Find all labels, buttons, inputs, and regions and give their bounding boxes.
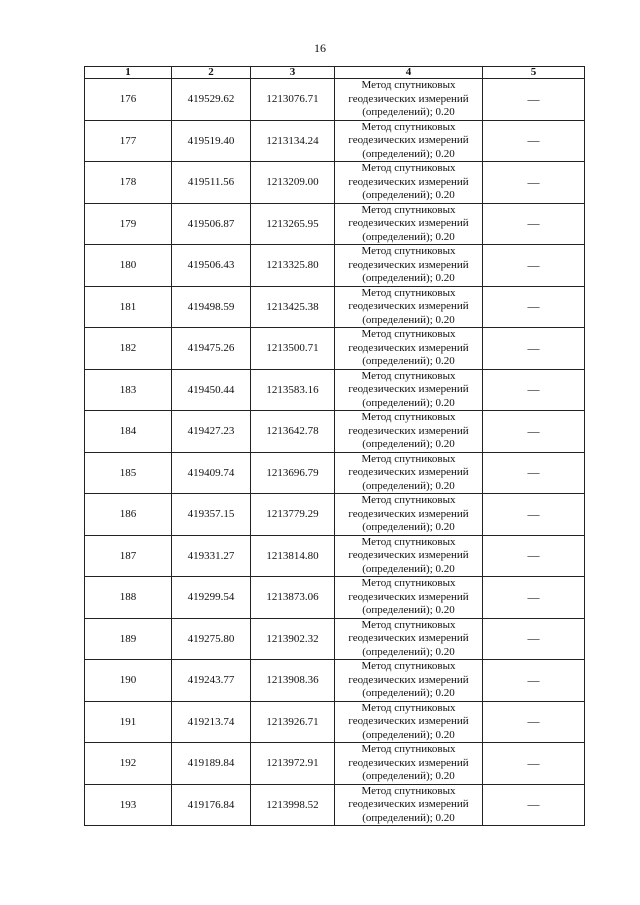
method-cell bbox=[335, 618, 483, 660]
method-text-line: Метод спутниковых bbox=[361, 162, 456, 174]
point-number-cell: 186 bbox=[85, 494, 172, 536]
method-text-line: Метод спутниковых bbox=[361, 660, 456, 672]
method-text-line: (определений); 0.20 bbox=[362, 396, 455, 409]
y-coordinate-cell: 1213972.91 bbox=[251, 743, 335, 785]
method-text-line: (определений); 0.20 bbox=[362, 355, 455, 367]
method-text-line: (определений); 0.20 bbox=[362, 687, 455, 699]
method-text-line: (определений); 0.20 bbox=[362, 728, 455, 741]
table-row bbox=[85, 743, 585, 785]
y-coordinate-cell: 1213779.29 bbox=[251, 494, 335, 536]
y-coordinate-cell: 1213926.71 bbox=[251, 701, 335, 743]
point-number-cell: 183 bbox=[85, 369, 172, 411]
method-text-line: (определений); 0.20 bbox=[362, 147, 455, 160]
column-5-cell: — bbox=[483, 411, 585, 453]
page-number: 16 bbox=[314, 41, 326, 55]
method-text-line: Метод спутниковых bbox=[361, 369, 456, 382]
method-text-line: (определений); 0.20 bbox=[362, 189, 455, 201]
x-coordinate-cell: 419213.74 bbox=[172, 701, 251, 743]
y-coordinate-cell: 1213134.24 bbox=[251, 120, 335, 162]
method-text-line: (определений); 0.20 bbox=[362, 106, 455, 118]
column-5-cell: — bbox=[483, 245, 585, 287]
column-5-cell: — bbox=[483, 660, 585, 702]
point-number-cell: 179 bbox=[85, 203, 172, 245]
method-text-line: (определений); 0.20 bbox=[362, 230, 455, 243]
x-coordinate-cell: 419275.80 bbox=[172, 618, 251, 660]
x-coordinate-cell: 419357.15 bbox=[172, 494, 251, 536]
y-coordinate-cell: 1213500.71 bbox=[251, 328, 335, 370]
method-text-line: Метод спутниковых bbox=[361, 79, 456, 91]
table-row bbox=[85, 452, 585, 494]
table-body bbox=[85, 79, 585, 826]
method-text-line: Метод спутниковых bbox=[361, 245, 456, 257]
point-number-cell: 181 bbox=[85, 286, 172, 328]
column-5-cell: — bbox=[483, 203, 585, 245]
method-cell bbox=[335, 120, 483, 162]
point-number-cell: 184 bbox=[85, 411, 172, 453]
method-cell bbox=[335, 245, 483, 287]
method-text-line: геодезических измерений bbox=[348, 756, 469, 769]
method-text-line: Метод спутниковых bbox=[361, 535, 456, 548]
table-row bbox=[85, 618, 585, 660]
table-row bbox=[85, 203, 585, 245]
x-coordinate-cell: 419511.56 bbox=[172, 162, 251, 204]
point-number-cell: 185 bbox=[85, 452, 172, 494]
point-number-cell: 193 bbox=[85, 784, 172, 826]
column-5-cell: — bbox=[483, 286, 585, 328]
method-text-line: (определений); 0.20 bbox=[362, 562, 455, 575]
table-row bbox=[85, 79, 585, 121]
table-row bbox=[85, 494, 585, 536]
y-coordinate-cell: 1213425.38 bbox=[251, 286, 335, 328]
method-text-line: геодезических измерений bbox=[348, 798, 469, 810]
y-coordinate-cell: 1213902.32 bbox=[251, 618, 335, 660]
y-coordinate-cell: 1213908.36 bbox=[251, 660, 335, 702]
method-cell bbox=[335, 494, 483, 536]
x-coordinate-cell: 419529.62 bbox=[172, 79, 251, 121]
method-text-line: Метод спутниковых bbox=[361, 618, 456, 631]
method-text-line: Метод спутниковых bbox=[361, 577, 456, 589]
point-number-cell: 192 bbox=[85, 743, 172, 785]
header-col-2: 2 bbox=[172, 67, 251, 79]
x-coordinate-cell: 419506.87 bbox=[172, 203, 251, 245]
table-row bbox=[85, 577, 585, 619]
method-cell bbox=[335, 286, 483, 328]
column-5-cell: — bbox=[483, 494, 585, 536]
y-coordinate-cell: 1213076.71 bbox=[251, 79, 335, 121]
header-col-5: 5 bbox=[483, 67, 585, 79]
table-row bbox=[85, 660, 585, 702]
method-text-line: Метод спутниковых bbox=[361, 411, 456, 423]
method-text-line: геодезических измерений bbox=[348, 632, 469, 644]
method-text-line: геодезических измерений bbox=[348, 341, 469, 354]
method-text-line: геодезических измерений bbox=[348, 258, 469, 271]
method-text-line: геодезических измерений bbox=[348, 507, 469, 520]
method-text-line: (определений); 0.20 bbox=[362, 645, 455, 658]
method-text-line: (определений); 0.20 bbox=[362, 770, 455, 782]
x-coordinate-cell: 419331.27 bbox=[172, 535, 251, 577]
method-text-line: Метод спутниковых bbox=[361, 120, 456, 133]
method-cell bbox=[335, 369, 483, 411]
column-5-cell: — bbox=[483, 577, 585, 619]
point-number-cell: 180 bbox=[85, 245, 172, 287]
column-5-cell: — bbox=[483, 743, 585, 785]
method-cell bbox=[335, 743, 483, 785]
method-cell bbox=[335, 660, 483, 702]
method-text-line: геодезических измерений bbox=[348, 383, 469, 395]
method-cell bbox=[335, 535, 483, 577]
x-coordinate-cell: 419506.43 bbox=[172, 245, 251, 287]
method-text-line: геодезических измерений bbox=[348, 466, 469, 478]
method-text-line: геодезических измерений bbox=[348, 217, 469, 229]
y-coordinate-cell: 1213209.00 bbox=[251, 162, 335, 204]
method-cell bbox=[335, 701, 483, 743]
column-5-cell: — bbox=[483, 369, 585, 411]
point-number-cell: 178 bbox=[85, 162, 172, 204]
method-cell bbox=[335, 162, 483, 204]
method-cell bbox=[335, 784, 483, 826]
method-text-line: (определений); 0.20 bbox=[362, 438, 455, 450]
method-text-line: геодезических измерений bbox=[348, 300, 469, 312]
method-text-line: (определений); 0.20 bbox=[362, 604, 455, 616]
column-5-cell: — bbox=[483, 120, 585, 162]
point-number-cell: 182 bbox=[85, 328, 172, 370]
point-number-cell: 188 bbox=[85, 577, 172, 619]
table-row bbox=[85, 784, 585, 826]
method-text-line: геодезических измерений bbox=[348, 549, 469, 561]
table-row bbox=[85, 286, 585, 328]
table-row bbox=[85, 245, 585, 287]
column-5-cell: — bbox=[483, 79, 585, 121]
y-coordinate-cell: 1213642.78 bbox=[251, 411, 335, 453]
method-text-line: Метод спутниковых bbox=[361, 203, 456, 216]
point-number-cell: 187 bbox=[85, 535, 172, 577]
column-5-cell: — bbox=[483, 328, 585, 370]
point-number-cell: 177 bbox=[85, 120, 172, 162]
method-text-line: Метод спутниковых bbox=[361, 328, 456, 340]
y-coordinate-cell: 1213998.52 bbox=[251, 784, 335, 826]
method-cell bbox=[335, 79, 483, 121]
method-text-line: геодезических измерений bbox=[348, 590, 469, 603]
point-number-cell: 189 bbox=[85, 618, 172, 660]
method-cell bbox=[335, 203, 483, 245]
table-row bbox=[85, 120, 585, 162]
method-text-line: геодезических измерений bbox=[348, 134, 469, 146]
x-coordinate-cell: 419243.77 bbox=[172, 660, 251, 702]
point-number-cell: 176 bbox=[85, 79, 172, 121]
header-col-3: 3 bbox=[251, 67, 335, 79]
x-coordinate-cell: 419409.74 bbox=[172, 452, 251, 494]
column-5-cell: — bbox=[483, 452, 585, 494]
method-cell bbox=[335, 328, 483, 370]
method-text-line: геодезических измерений bbox=[348, 92, 469, 105]
y-coordinate-cell: 1213696.79 bbox=[251, 452, 335, 494]
x-coordinate-cell: 419299.54 bbox=[172, 577, 251, 619]
method-text-line: геодезических измерений bbox=[348, 673, 469, 686]
column-5-cell: — bbox=[483, 784, 585, 826]
x-coordinate-cell: 419427.23 bbox=[172, 411, 251, 453]
column-5-cell: — bbox=[483, 618, 585, 660]
table-row bbox=[85, 535, 585, 577]
point-number-cell: 191 bbox=[85, 701, 172, 743]
method-text-line: Метод спутниковых bbox=[361, 494, 456, 506]
x-coordinate-cell: 419475.26 bbox=[172, 328, 251, 370]
method-text-line: (определений); 0.20 bbox=[362, 479, 455, 492]
column-5-cell: — bbox=[483, 701, 585, 743]
x-coordinate-cell: 419519.40 bbox=[172, 120, 251, 162]
method-text-line: геодезических измерений bbox=[348, 175, 469, 188]
table-row bbox=[85, 162, 585, 204]
method-text-line: геодезических измерений bbox=[348, 715, 469, 727]
table-row bbox=[85, 701, 585, 743]
method-text-line: Метод спутниковых bbox=[361, 452, 456, 465]
column-5-cell: — bbox=[483, 162, 585, 204]
method-cell bbox=[335, 577, 483, 619]
x-coordinate-cell: 419189.84 bbox=[172, 743, 251, 785]
y-coordinate-cell: 1213873.06 bbox=[251, 577, 335, 619]
table-row bbox=[85, 369, 585, 411]
x-coordinate-cell: 419498.59 bbox=[172, 286, 251, 328]
method-text-line: (определений); 0.20 bbox=[362, 272, 455, 284]
y-coordinate-cell: 1213583.16 bbox=[251, 369, 335, 411]
method-text-line: Метод спутниковых bbox=[361, 701, 456, 714]
method-text-line: (определений); 0.20 bbox=[362, 313, 455, 326]
point-number-cell: 190 bbox=[85, 660, 172, 702]
x-coordinate-cell: 419450.44 bbox=[172, 369, 251, 411]
column-5-cell: — bbox=[483, 535, 585, 577]
table-header-row bbox=[85, 67, 585, 79]
y-coordinate-cell: 1213265.95 bbox=[251, 203, 335, 245]
x-coordinate-cell: 419176.84 bbox=[172, 784, 251, 826]
coordinates-table bbox=[84, 66, 585, 826]
header-col-4: 4 bbox=[335, 67, 483, 79]
method-cell bbox=[335, 411, 483, 453]
table-row bbox=[85, 411, 585, 453]
method-text-line: Метод спутниковых bbox=[361, 743, 456, 755]
method-text-line: Метод спутниковых bbox=[361, 784, 456, 797]
header-col-1: 1 bbox=[85, 67, 172, 79]
table-row bbox=[85, 328, 585, 370]
y-coordinate-cell: 1213814.80 bbox=[251, 535, 335, 577]
method-text-line: (определений); 0.20 bbox=[362, 811, 455, 824]
method-text-line: (определений); 0.20 bbox=[362, 521, 455, 533]
method-text-line: геодезических измерений bbox=[348, 424, 469, 437]
method-text-line: Метод спутниковых bbox=[361, 286, 456, 299]
method-cell bbox=[335, 452, 483, 494]
y-coordinate-cell: 1213325.80 bbox=[251, 245, 335, 287]
